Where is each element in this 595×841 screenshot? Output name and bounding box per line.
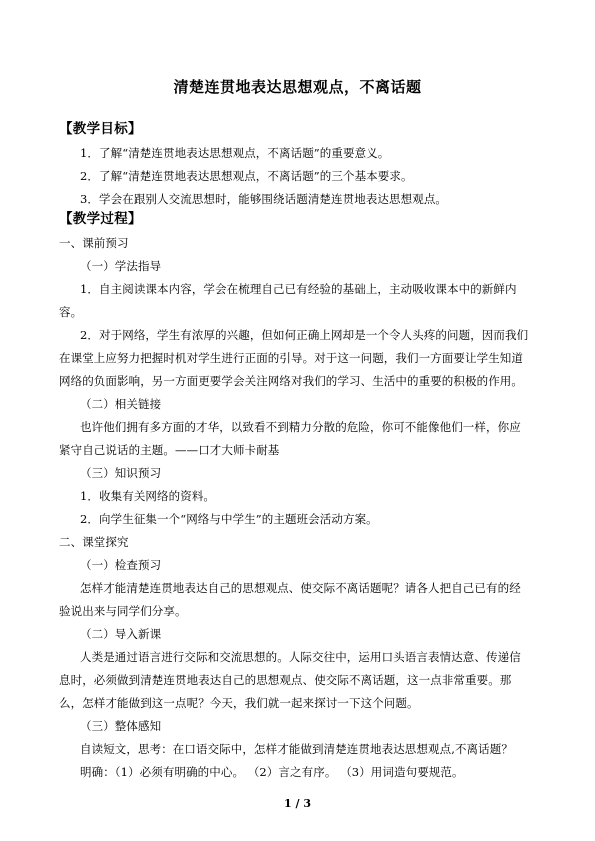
paragraph-line: 也许他们拥有多方面的才华，以致看不到精力分散的危险，你可不能像他们一样，你应 [80, 420, 521, 434]
goal-item: 3．学会在跟别人交流思想时，能够围绕话题清楚连贯地表达思想观点。 [80, 192, 448, 206]
subsection-heading: （二）导入新课 [80, 627, 162, 641]
list-item: 2．向学生征集一个“网络与中学生”的主题班会活动方案。 [80, 512, 378, 526]
process-heading: 【教学过程】 [59, 211, 142, 227]
paragraph-line: 1．自主阅读课本内容，学会在梳理自己已有经验的基础上，主动吸收课本中的新鲜内 [80, 282, 517, 296]
goal-item: 1．了解“清楚连贯地表达思想观点，不离话题”的重要意义。 [80, 146, 390, 160]
paragraph-line: 自读短文，思考：在口语交际中，怎样才能做到清楚连贯地表达思想观点,不离话题？ [80, 742, 513, 756]
subsection-heading: （一）检查预习 [80, 558, 162, 572]
paragraph-line: 息时，必须做到清楚连贯地表达自己的思想观点、使交际不离话题，这一点非常重要。那 [59, 673, 512, 687]
paragraph-line: 2．对于网络，学生有浓厚的兴趣，但如何正确上网却是一个令人头疼的问题，因而我们 [80, 328, 529, 342]
subsection-heading: （二）相关链接 [80, 397, 162, 411]
paragraph-line: 紧守自己说话的主题。——口才大师卡耐基 [59, 443, 280, 457]
subsection-heading: （一）学法指导 [80, 259, 162, 273]
goal-item: 2．了解“清楚连贯地表达思想观点，不离话题”的三个基本要求。 [80, 169, 413, 183]
goals-heading: 【教学目标】 [59, 121, 142, 137]
subsection-heading: （三）知识预习 [80, 466, 162, 480]
section-heading: 二、课堂探究 [59, 535, 129, 549]
page-number: 1 / 3 [284, 797, 311, 810]
paragraph-line: 网络的负面影响，另一方面更要学会关注网络对我们的学习、生活中的重要的积极的作用。 [59, 374, 523, 388]
paragraph-line: 人类是通过语言进行交际和交流思想的。人际交往中，运用口头语言表情达意、传递信 [80, 650, 521, 664]
paragraph-line: 容。 [59, 305, 83, 319]
paragraph-line: 明确：（1）必须有明确的中心。 （2）言之有序。 （3）用词造句要规范。 [80, 765, 464, 779]
paragraph-line: 怎样才能清楚连贯地表达自己的思想观点、使交际不离话题呢？请各人把自己已有的经 [80, 581, 521, 595]
paragraph-line: 验说出来与同学们分享。 [59, 604, 187, 618]
subsection-heading: （三）整体感知 [80, 719, 162, 733]
page-title: 清楚连贯地表达思想观点，不离话题 [173, 78, 422, 96]
list-item: 1．收集有关网络的资料。 [80, 489, 216, 503]
paragraph-line: 在课堂上应努力把握时机对学生进行正面的引导。对于这一问题，我们一方面要让学生知道 [59, 351, 523, 365]
section-heading: 一、课前预习 [59, 236, 129, 250]
paragraph-line: 么，怎样才能做到这一点呢？今天，我们就一起来探讨一下这个问题。 [59, 696, 419, 710]
